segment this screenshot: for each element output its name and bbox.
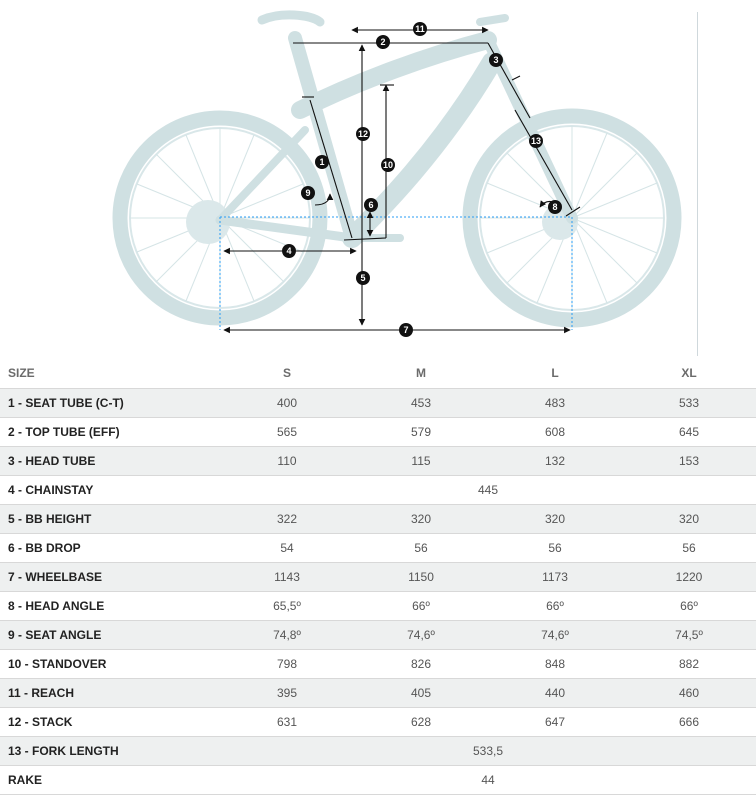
table-cell: 445 <box>220 476 756 505</box>
table-cell: 66º <box>354 592 488 621</box>
svg-text:12: 12 <box>357 129 369 139</box>
header-s: S <box>220 358 354 389</box>
table-header-row <box>0 358 756 389</box>
table-cell: 74,6º <box>354 621 488 650</box>
table-cell: 395 <box>220 679 354 708</box>
header-m: M <box>354 358 488 389</box>
geometry-table <box>0 358 756 795</box>
marker-2 <box>376 35 390 49</box>
svg-text:4: 4 <box>286 246 292 256</box>
table-cell: 647 <box>488 708 622 737</box>
table-cell: 460 <box>622 679 756 708</box>
table-cell: 320 <box>354 505 488 534</box>
table-row <box>0 592 756 621</box>
svg-text:8: 8 <box>552 202 558 212</box>
row-label: 10 - STANDOVER <box>0 650 220 679</box>
table-cell: 56 <box>488 534 622 563</box>
svg-text:1: 1 <box>319 157 325 167</box>
row-label: 6 - BB DROP <box>0 534 220 563</box>
table-cell: 56 <box>354 534 488 563</box>
table-row <box>0 679 756 708</box>
table-cell: 320 <box>622 505 756 534</box>
marker-11 <box>413 22 427 36</box>
svg-text:10: 10 <box>382 160 394 170</box>
header-l: L <box>488 358 622 389</box>
marker-9 <box>301 186 315 200</box>
table-cell: 400 <box>220 389 354 418</box>
table-cell: 628 <box>354 708 488 737</box>
marker-6 <box>364 198 378 212</box>
bike-geometry-diagram <box>0 0 756 356</box>
table-cell: 579 <box>354 418 488 447</box>
row-label: 2 - TOP TUBE (EFF) <box>0 418 220 447</box>
table-cell: 483 <box>488 389 622 418</box>
svg-text:11: 11 <box>415 24 425 34</box>
table-cell: 882 <box>622 650 756 679</box>
table-cell: 54 <box>220 534 354 563</box>
marker-1 <box>315 155 329 169</box>
table-cell: 322 <box>220 505 354 534</box>
row-label: 11 - REACH <box>0 679 220 708</box>
table-cell: 153 <box>622 447 756 476</box>
marker-4 <box>282 244 296 258</box>
table-row <box>0 708 756 737</box>
row-label: 1 - SEAT TUBE (C-T) <box>0 389 220 418</box>
table-cell: 66º <box>622 592 756 621</box>
table-cell: 453 <box>354 389 488 418</box>
divider-line <box>697 12 698 356</box>
svg-text:2: 2 <box>380 37 386 47</box>
row-label: 4 - CHAINSTAY <box>0 476 220 505</box>
row-label: 3 - HEAD TUBE <box>0 447 220 476</box>
table-cell: 608 <box>488 418 622 447</box>
row-label: 9 - SEAT ANGLE <box>0 621 220 650</box>
table-cell: 110 <box>220 447 354 476</box>
table-row <box>0 737 756 766</box>
row-label: 12 - STACK <box>0 708 220 737</box>
table-cell: 533,5 <box>220 737 756 766</box>
marker-7 <box>399 323 413 337</box>
svg-text:7: 7 <box>403 325 409 335</box>
marker-8 <box>548 200 562 214</box>
row-label: 13 - FORK LENGTH <box>0 737 220 766</box>
svg-text:9: 9 <box>305 188 311 198</box>
table-cell: 1143 <box>220 563 354 592</box>
table-cell: 565 <box>220 418 354 447</box>
table-cell: 56 <box>622 534 756 563</box>
table-cell: 1173 <box>488 563 622 592</box>
table-cell: 1150 <box>354 563 488 592</box>
svg-text:3: 3 <box>493 55 499 65</box>
table-row <box>0 621 756 650</box>
table-row <box>0 766 756 795</box>
table-row <box>0 447 756 476</box>
table-row <box>0 650 756 679</box>
marker-10 <box>381 158 395 172</box>
header-xl: XL <box>622 358 756 389</box>
table-cell: 405 <box>354 679 488 708</box>
marker-13 <box>529 134 543 148</box>
table-cell: 132 <box>488 447 622 476</box>
table-row <box>0 476 756 505</box>
row-label: 8 - HEAD ANGLE <box>0 592 220 621</box>
marker-5 <box>356 271 370 285</box>
marker-3 <box>489 53 503 67</box>
table-cell: 44 <box>220 766 756 795</box>
table-row <box>0 389 756 418</box>
table-row <box>0 505 756 534</box>
table-cell: 74,5º <box>622 621 756 650</box>
marker-12 <box>356 127 370 141</box>
table-cell: 74,6º <box>488 621 622 650</box>
table-cell: 666 <box>622 708 756 737</box>
table-row <box>0 563 756 592</box>
table-cell: 533 <box>622 389 756 418</box>
table-cell: 848 <box>488 650 622 679</box>
table-cell: 826 <box>354 650 488 679</box>
svg-text:5: 5 <box>360 273 366 283</box>
table-cell: 74,8º <box>220 621 354 650</box>
row-label: 7 - WHEELBASE <box>0 563 220 592</box>
table-row <box>0 534 756 563</box>
table-cell: 645 <box>622 418 756 447</box>
svg-text:13: 13 <box>530 136 542 146</box>
row-label: 5 - BB HEIGHT <box>0 505 220 534</box>
svg-text:6: 6 <box>368 200 374 210</box>
table-row <box>0 418 756 447</box>
table-cell: 1220 <box>622 563 756 592</box>
table-cell: 320 <box>488 505 622 534</box>
table-cell: 631 <box>220 708 354 737</box>
table-cell: 115 <box>354 447 488 476</box>
table-cell: 798 <box>220 650 354 679</box>
table-cell: 65,5º <box>220 592 354 621</box>
header-size: SIZE <box>0 358 220 389</box>
table-cell: 440 <box>488 679 622 708</box>
table-cell: 66º <box>488 592 622 621</box>
row-label: RAKE <box>0 766 220 795</box>
